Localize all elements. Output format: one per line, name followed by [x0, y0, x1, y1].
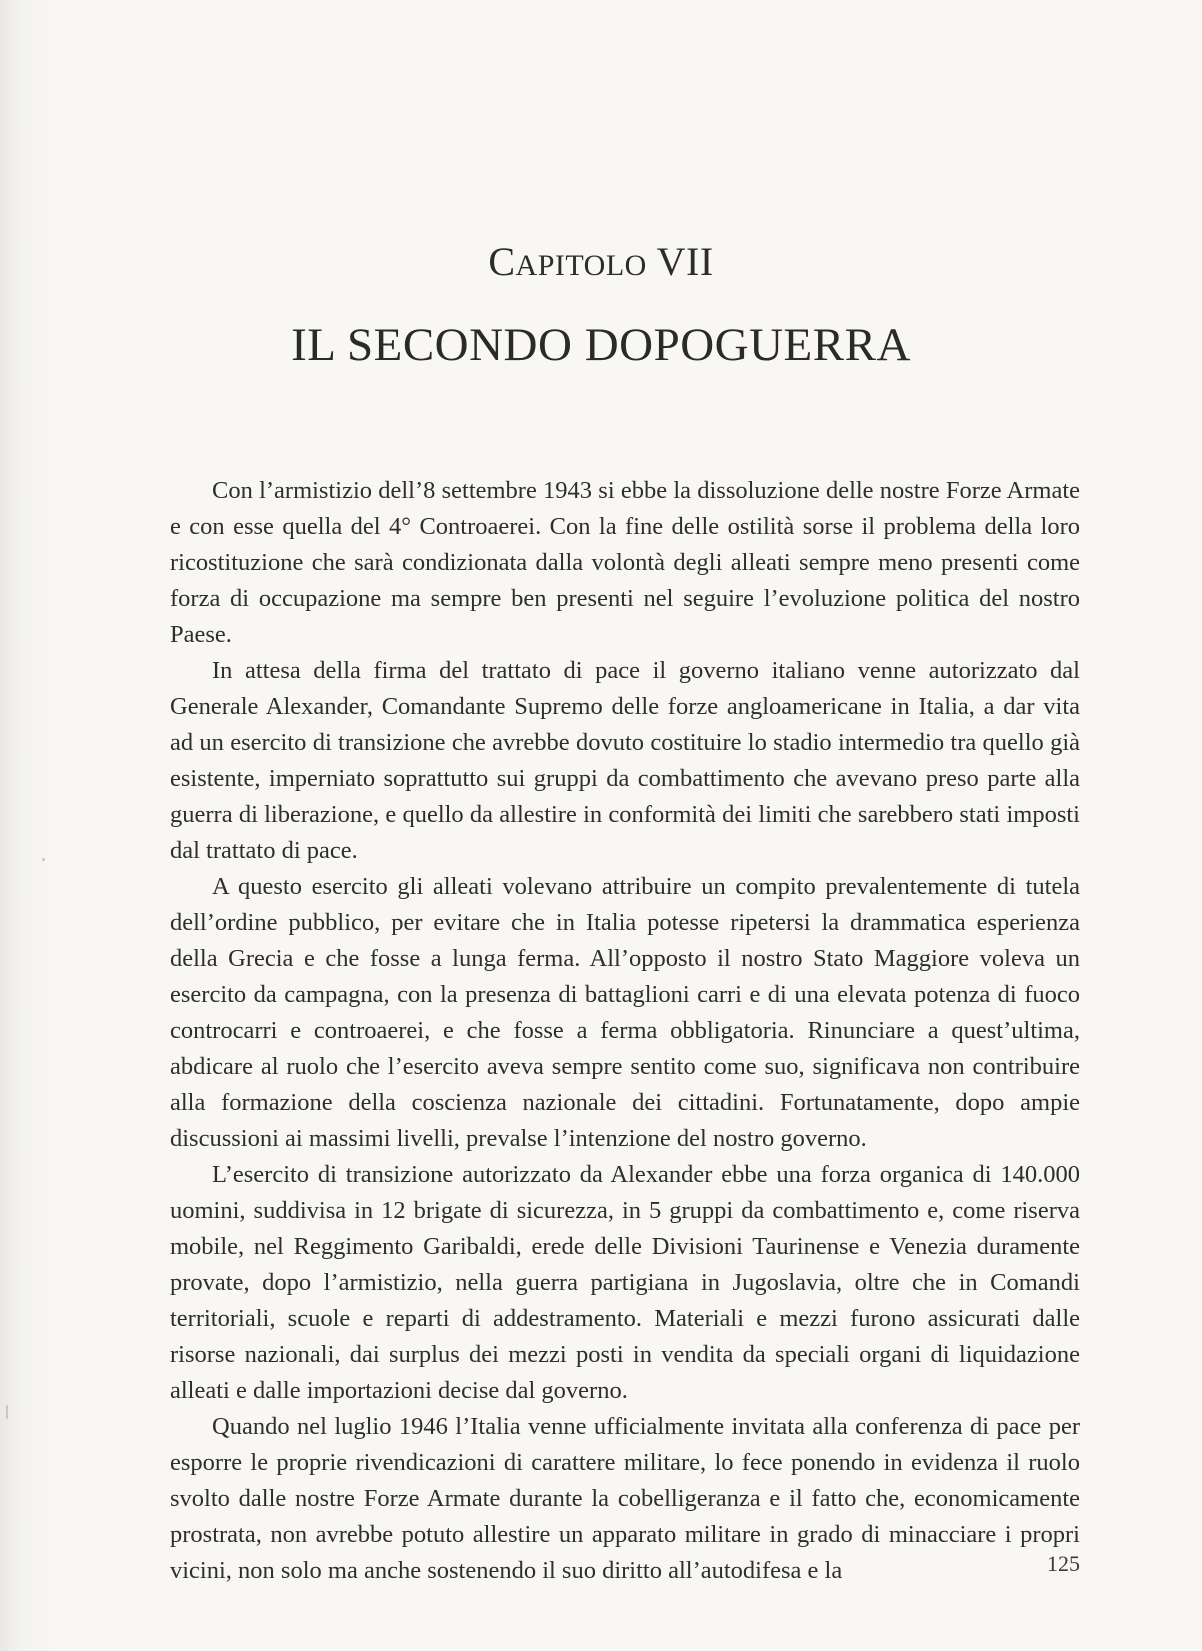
paragraph: A questo esercito gli alleati volevano attribuire un compito prevalentemente di tutela dell’ordine pubblico, per evitare che in Italia potesse ripetersi la drammatica esperienza della Grecia e che fosse a lunga ferma. All’opposto il nostro Stato Maggiore voleva un esercito da campagna, con la presenza di battaglioni carri e di una elevata potenza di fuoco controcarri e controaerei, e che fosse a ferma obbligatoria. Rinunciare a quest’ultima, abdicare al ruolo che l’esercito aveva sempre sentito come suo, significava non contribuire alla formazione della coscienza nazionale dei cittadini. Fortunatamente, dopo ampie discussioni ai massimi livelli, prevalse l’intenzione del nostro governo.: [170, 873, 1080, 1152]
chapter-label: [0, 238, 1202, 285]
paper-mark: [6, 1405, 8, 1419]
chapter-title: IL SECONDO DOPOGUERRA: [291, 319, 911, 371]
paragraph: Con l’armistizio dell’8 settembre 1943 si ebbe la dissoluzione delle nostre Forze Armate e con esse quella del 4° Controaerei. Con la fine delle ostilità sorse il problema della loro ricostituzione che sarà condizionata dalla volontà degli alleati sempre meno presenti come forza di occupazione ma sempre ben presenti nel seguire l’evoluzione politica del nostro Paese.: [170, 477, 1080, 648]
chapter-number: VII: [656, 239, 714, 284]
paragraph: Quando nel luglio 1946 l’Italia venne ufficialmente invitata alla conferenza di pace per esporre le proprie rivendicazioni di carattere militare, lo fece ponendo in evidenza il ruolo svolto dalle nostre Forze Armate durante la cobelligeranza e il fatto che, economicamente prostrata, non avrebbe potuto allestire un apparato militare in grado di minacciare i propri vicini, non solo ma anche sostenendo il suo diritto all’autodifesa e la: [170, 1413, 1080, 1584]
chapter-label-initial: C: [488, 239, 516, 284]
paper-speck: [42, 858, 45, 861]
paragraph: In attesa della firma del trattato di pace il governo italiano venne autorizzato dal Generale Alexander, Comandante Supremo delle forze angloamericane in Italia, a dar vita ad un esercito di transizione che avrebbe dovuto costituire lo stadio intermedio tra quello già esistente, imperniato soprattutto sui gruppi da combattimento che avevano preso parte alla guerra di liberazione, e quello da allestire in conformità dei limiti che sarebbero stati imposti dal trattato di pace.: [170, 657, 1080, 864]
paragraph: L’esercito di transizione autorizzato da Alexander ebbe una forza organica di 140.000 uomini, suddivisa in 12 brigate di sicurezza, in 5 gruppi da combattimento e, come riserva mobile, nel Reggimento Garibaldi, erede delle Divisioni Taurinense e Venezia duramente provate, dopo l’armistizio, nella guerra partigiana in Jugoslavia, oltre che in Comandi territoriali, scuole e reparti di addestramento. Materiali e mezzi furono assicurati dalle risorse nazionali, dai surplus dei mezzi posti in vendita da speciali organi di liquidazione alleati e dalle importazioni decise dal governo.: [170, 1161, 1080, 1404]
chapter-label-rest: APITOLO: [515, 249, 647, 282]
page-number: 125: [1047, 1551, 1080, 1576]
body-text: [170, 473, 1080, 1589]
